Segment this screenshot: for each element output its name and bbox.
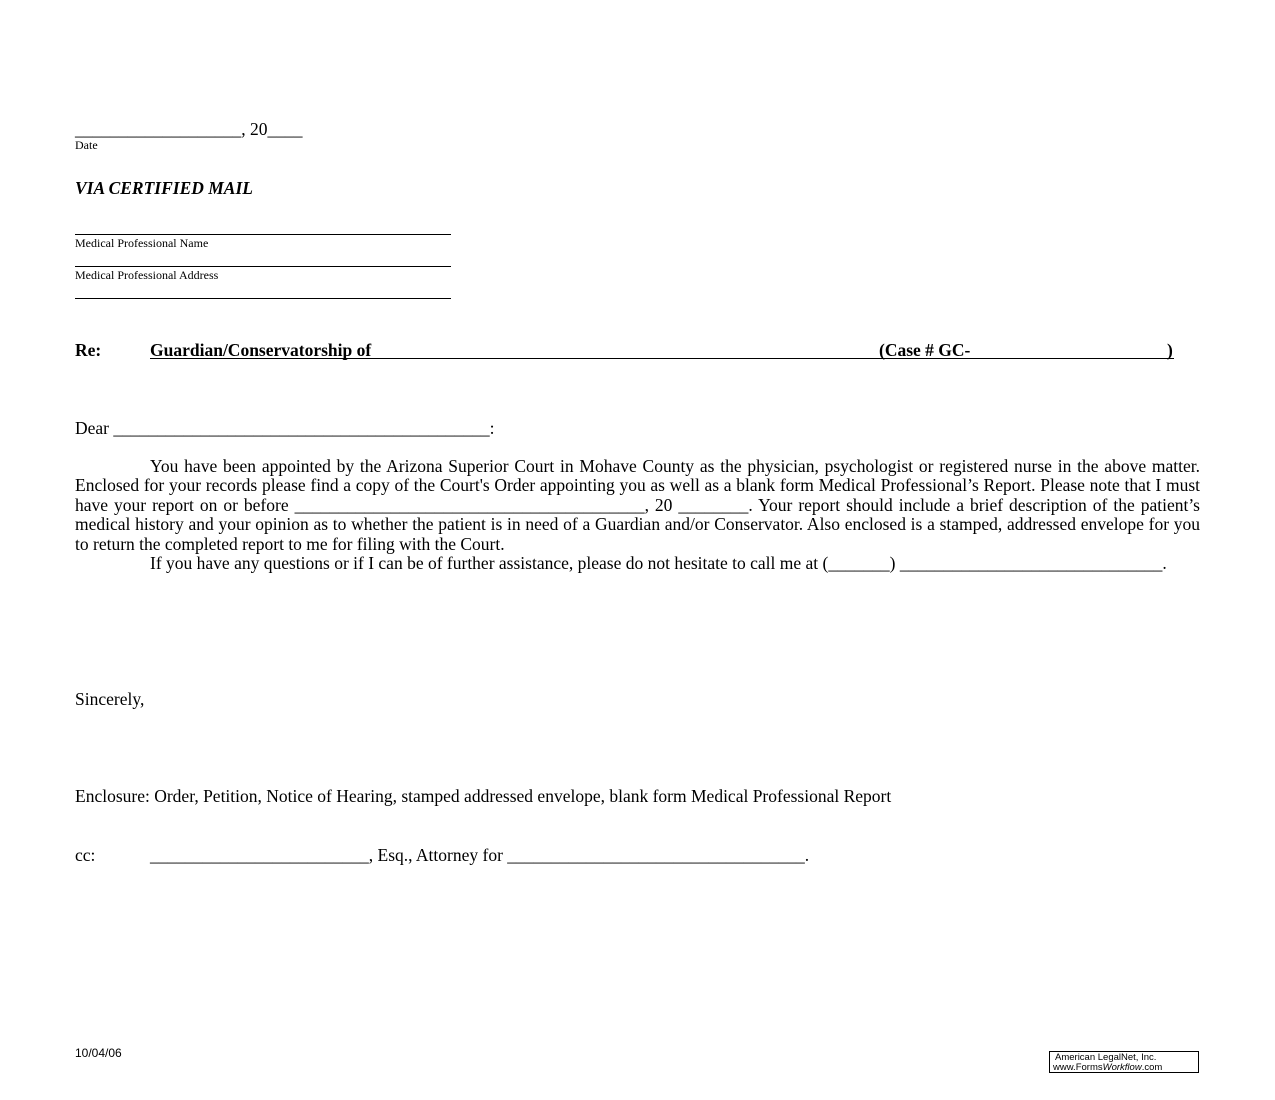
paragraph-appointment-text[interactable]: You have been appointed by the Arizona Superior Court in Mohave County as the physician, psychologist or registered nurse in the above matter. Enclosed for your records please find a copy of the Court's Order appointing you as well as a blank form Medical Professional’s Report. Please note that I must have your report on or before ________________________________________, 20 ________. bbox=[75, 456, 1200, 515]
recipient-address-line-1[interactable] bbox=[75, 266, 451, 267]
salutation[interactable]: Dear ___________________________________________: bbox=[75, 418, 495, 438]
recipient-address-line-2[interactable] bbox=[75, 298, 451, 299]
recipient-name-label: Medical Professional Name bbox=[75, 236, 209, 250]
re-label: Re: bbox=[75, 340, 102, 360]
date-line[interactable]: ___________________, 20____ bbox=[75, 119, 303, 139]
paragraph-questions-text[interactable]: If you have any questions or if I can be of further assistance, please do not hesitate to call me at (_______) ______________________________. bbox=[150, 553, 1167, 574]
paragraph-report-text: Your report should include a brief description of the patient’s medical history and your opinion as to whether the patient is in need of a Guardian and/or Conservator. Also enclosed is a stamped, addressed envelope for you to return the completed report to me for filing with the Court. bbox=[75, 494, 1200, 554]
publisher-name: American LegalNet, Inc. bbox=[1055, 1052, 1157, 1063]
re-case-close: ) bbox=[1167, 340, 1173, 360]
cc-label: cc: bbox=[75, 845, 96, 865]
cc-line[interactable]: _________________________, Esq., Attorney for __________________________________. bbox=[150, 845, 810, 865]
re-underline[interactable] bbox=[150, 358, 1174, 359]
recipient-address-label: Medical Professional Address bbox=[75, 268, 219, 282]
publisher-website bbox=[1053, 1063, 1198, 1073]
re-case-number: (Case # GC- bbox=[879, 340, 971, 360]
website-italic: Workflow bbox=[1102, 1062, 1142, 1073]
form-date: 10/04/06 bbox=[75, 1046, 122, 1060]
date-label: Date bbox=[75, 138, 98, 152]
publisher-logo bbox=[1049, 1051, 1199, 1073]
website-prefix: www.Forms bbox=[1053, 1062, 1103, 1073]
enclosure-line: Enclosure: Order, Petition, Notice of Hearing, stamped addressed envelope, blank form Medical Professional Report bbox=[75, 786, 892, 806]
re-subject: Guardian/Conservatorship of bbox=[150, 340, 372, 360]
closing: Sincerely, bbox=[75, 689, 145, 709]
recipient-name-line[interactable] bbox=[75, 234, 451, 235]
paragraph-questions bbox=[75, 554, 1200, 573]
website-suffix: .com bbox=[1141, 1062, 1163, 1073]
letter-body bbox=[75, 457, 1200, 573]
delivery-method: VIA CERTIFIED MAIL bbox=[75, 178, 253, 198]
paragraph-appointment bbox=[75, 457, 1200, 554]
